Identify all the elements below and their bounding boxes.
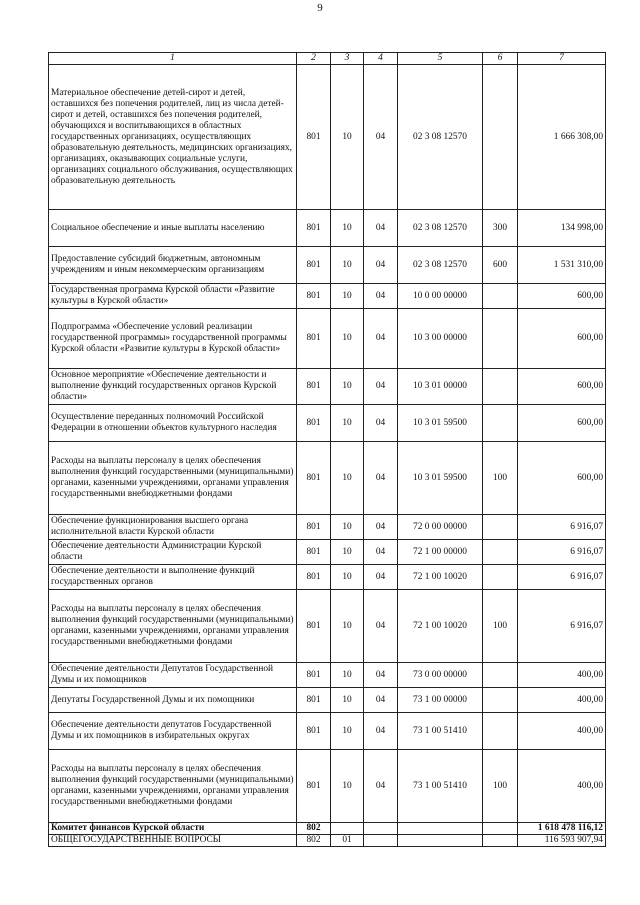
row-rz: 10: [331, 247, 364, 284]
row-sum: 400,00: [518, 688, 606, 713]
row-name: Обеспечение деятельности Депутатов Государственной Думы и их помощников: [49, 663, 297, 688]
row-gr: 802: [297, 823, 331, 835]
row-sum: 400,00: [518, 713, 606, 750]
row-csr: 72 1 00 10020: [398, 565, 483, 590]
row-sum: 1 618 478 116,12: [518, 823, 606, 835]
table-row: [49, 369, 606, 405]
row-name: Комитет финансов Курской области: [49, 823, 297, 835]
row-sum: 400,00: [518, 663, 606, 688]
header-cell-name: 1: [49, 53, 297, 65]
row-vr: 100: [483, 442, 518, 515]
row-name: Основное мероприятие «Обеспечение деятельности и выполнение функций государственных органов Курской области»: [49, 369, 297, 405]
row-gr: 801: [297, 590, 331, 663]
row-vr: [483, 284, 518, 309]
row-gr: 801: [297, 65, 331, 210]
row-pr: 04: [364, 688, 398, 713]
row-sum: 600,00: [518, 309, 606, 369]
row-name: Подпрограмма «Обеспечение условий реализации государственной программы» государственной программы Курской области «Развитие культуры в Курской области»: [49, 309, 297, 369]
row-sum: 600,00: [518, 442, 606, 515]
row-rz: 10: [331, 309, 364, 369]
row-csr: 10 3 01 59500: [398, 442, 483, 515]
row-sum: 1 666 308,00: [518, 65, 606, 210]
header-cell-rz: 3: [331, 53, 364, 65]
row-vr: 100: [483, 590, 518, 663]
row-rz: 10: [331, 750, 364, 823]
table-row: [49, 515, 606, 540]
row-name: Расходы на выплаты персоналу в целях обеспечения выполнения функций государственными (муниципальными) органами, казенными учреждениями, органами управления государственными внебюджетными фондами: [49, 750, 297, 823]
row-name: Расходы на выплаты персоналу в целях обеспечения выполнения функций государственными (муниципальными) органами, казенными учреждениями, органами управления государственными внебюджетными фондами: [49, 442, 297, 515]
row-rz: 10: [331, 284, 364, 309]
row-pr: 04: [364, 515, 398, 540]
row-pr: 04: [364, 65, 398, 210]
row-rz: 10: [331, 713, 364, 750]
row-csr: [398, 823, 483, 835]
row-gr: 801: [297, 515, 331, 540]
table-row: [49, 210, 606, 247]
row-csr: 72 1 00 00000: [398, 540, 483, 565]
row-gr: 802: [297, 835, 331, 847]
row-vr: [483, 688, 518, 713]
row-name: Социальное обеспечение и иные выплаты населению: [49, 210, 297, 247]
row-gr: 801: [297, 369, 331, 405]
row-rz: 10: [331, 369, 364, 405]
row-csr: [398, 835, 483, 847]
row-rz: 10: [331, 442, 364, 515]
row-sum: 400,00: [518, 750, 606, 823]
row-rz: 10: [331, 540, 364, 565]
row-pr: 04: [364, 247, 398, 284]
header-cell-pr: 4: [364, 53, 398, 65]
row-vr: [483, 405, 518, 442]
row-pr: 04: [364, 663, 398, 688]
row-gr: 801: [297, 309, 331, 369]
row-gr: 801: [297, 750, 331, 823]
row-pr: 04: [364, 590, 398, 663]
row-pr: 04: [364, 284, 398, 309]
row-pr: 04: [364, 713, 398, 750]
row-name: ОБЩЕГОСУДАРСТВЕННЫЕ ВОПРОСЫ: [49, 835, 297, 847]
row-gr: 801: [297, 540, 331, 565]
row-gr: 801: [297, 284, 331, 309]
row-vr: [483, 369, 518, 405]
row-name: Расходы на выплаты персоналу в целях обеспечения выполнения функций государственными (муниципальными) органами, казенными учреждениями, органами управления государственными внебюджетными фондами: [49, 590, 297, 663]
row-rz: 10: [331, 590, 364, 663]
row-rz: 10: [331, 565, 364, 590]
row-sum: 6 916,07: [518, 515, 606, 540]
row-sum: 6 916,07: [518, 590, 606, 663]
budget-table: [48, 52, 606, 847]
row-csr: 72 0 00 00000: [398, 515, 483, 540]
row-pr: 04: [364, 309, 398, 369]
row-rz: 10: [331, 663, 364, 688]
row-pr: [364, 823, 398, 835]
row-csr: 73 1 00 51410: [398, 713, 483, 750]
row-vr: [483, 309, 518, 369]
header-cell-gr: 2: [297, 53, 331, 65]
row-gr: 801: [297, 688, 331, 713]
row-csr: 10 0 00 00000: [398, 284, 483, 309]
row-name: Материальное обеспечение детей-сирот и детей, оставшихся без попечения родителей, лиц из числа детей-сирот и детей, оставшихся без попечения родителей, обучающихся и воспитывающихся в областных государственных организациях, осуществляющих образовательную деятельность, медицинских организациях, организациях, оказывающих социальные услуги, организациях социального обслуживания, осуществляющих образовательную деятельность: [49, 65, 297, 210]
row-name: Предоставление субсидий бюджетным, автономным учреждениям и иным некоммерческим организациям: [49, 247, 297, 284]
row-name: Депутаты Государственной Думы и их помощники: [49, 688, 297, 713]
row-sum: 116 593 907,94: [518, 835, 606, 847]
row-gr: 801: [297, 565, 331, 590]
row-pr: 04: [364, 369, 398, 405]
table-row: [49, 65, 606, 210]
header-cell-sum: 7: [518, 53, 606, 65]
row-sum: 6 916,07: [518, 565, 606, 590]
row-sum: 1 531 310,00: [518, 247, 606, 284]
row-sum: 134 998,00: [518, 210, 606, 247]
page-number: 9: [317, 2, 323, 14]
row-csr: 02 3 08 12570: [398, 210, 483, 247]
table-row: [49, 713, 606, 750]
table-row: [49, 835, 606, 847]
row-csr: 73 1 00 51410: [398, 750, 483, 823]
row-csr: 73 1 00 00000: [398, 688, 483, 713]
row-pr: 04: [364, 442, 398, 515]
row-vr: [483, 65, 518, 210]
row-pr: 04: [364, 750, 398, 823]
row-pr: 04: [364, 540, 398, 565]
row-gr: 801: [297, 713, 331, 750]
row-csr: 10 3 00 00000: [398, 309, 483, 369]
table-row: [49, 442, 606, 515]
table-row: [49, 663, 606, 688]
header-row: [49, 53, 606, 65]
table-row: [49, 405, 606, 442]
row-rz: [331, 823, 364, 835]
row-rz: 01: [331, 835, 364, 847]
row-name: Государственная программа Курской области «Развитие культуры в Курской области»: [49, 284, 297, 309]
row-gr: 801: [297, 210, 331, 247]
row-vr: [483, 713, 518, 750]
row-vr: 300: [483, 210, 518, 247]
row-vr: 100: [483, 750, 518, 823]
row-sum: 600,00: [518, 369, 606, 405]
row-gr: 801: [297, 663, 331, 688]
row-csr: 10 3 01 59500: [398, 405, 483, 442]
row-sum: 6 916,07: [518, 540, 606, 565]
row-vr: [483, 515, 518, 540]
row-vr: [483, 835, 518, 847]
row-sum: 600,00: [518, 405, 606, 442]
row-pr: 04: [364, 405, 398, 442]
row-rz: 10: [331, 405, 364, 442]
row-rz: 10: [331, 210, 364, 247]
row-name: Обеспечение деятельности и выполнение функций государственных органов: [49, 565, 297, 590]
table-row: [49, 590, 606, 663]
table-row: [49, 823, 606, 835]
row-sum: 600,00: [518, 284, 606, 309]
row-name: Обеспечение функционирования высшего органа исполнительной власти Курской области: [49, 515, 297, 540]
table-row: [49, 540, 606, 565]
row-vr: 600: [483, 247, 518, 284]
row-csr: 10 3 01 00000: [398, 369, 483, 405]
row-pr: 04: [364, 210, 398, 247]
table-row: [49, 247, 606, 284]
table-row: [49, 284, 606, 309]
row-csr: 73 0 00 00000: [398, 663, 483, 688]
table-row: [49, 565, 606, 590]
header-cell-vr: 6: [483, 53, 518, 65]
row-csr: 02 3 08 12570: [398, 65, 483, 210]
row-gr: 801: [297, 405, 331, 442]
row-rz: 10: [331, 65, 364, 210]
row-gr: 801: [297, 247, 331, 284]
row-vr: [483, 663, 518, 688]
row-vr: [483, 540, 518, 565]
row-vr: [483, 565, 518, 590]
row-pr: 04: [364, 565, 398, 590]
row-gr: 801: [297, 442, 331, 515]
header-cell-csr: 5: [398, 53, 483, 65]
row-csr: 72 1 00 10020: [398, 590, 483, 663]
row-name: Обеспечение деятельности Администрации Курской области: [49, 540, 297, 565]
table-row: [49, 688, 606, 713]
row-csr: 02 3 08 12570: [398, 247, 483, 284]
row-name: Осуществление переданных полномочий Российской Федерации в отношении объектов культурного наследия: [49, 405, 297, 442]
row-vr: [483, 823, 518, 835]
table-row: [49, 309, 606, 369]
row-rz: 10: [331, 688, 364, 713]
row-name: Обеспечение деятельности депутатов Государственной Думы и их помощников в избирательных округах: [49, 713, 297, 750]
table-row: [49, 750, 606, 823]
row-rz: 10: [331, 515, 364, 540]
row-pr: [364, 835, 398, 847]
